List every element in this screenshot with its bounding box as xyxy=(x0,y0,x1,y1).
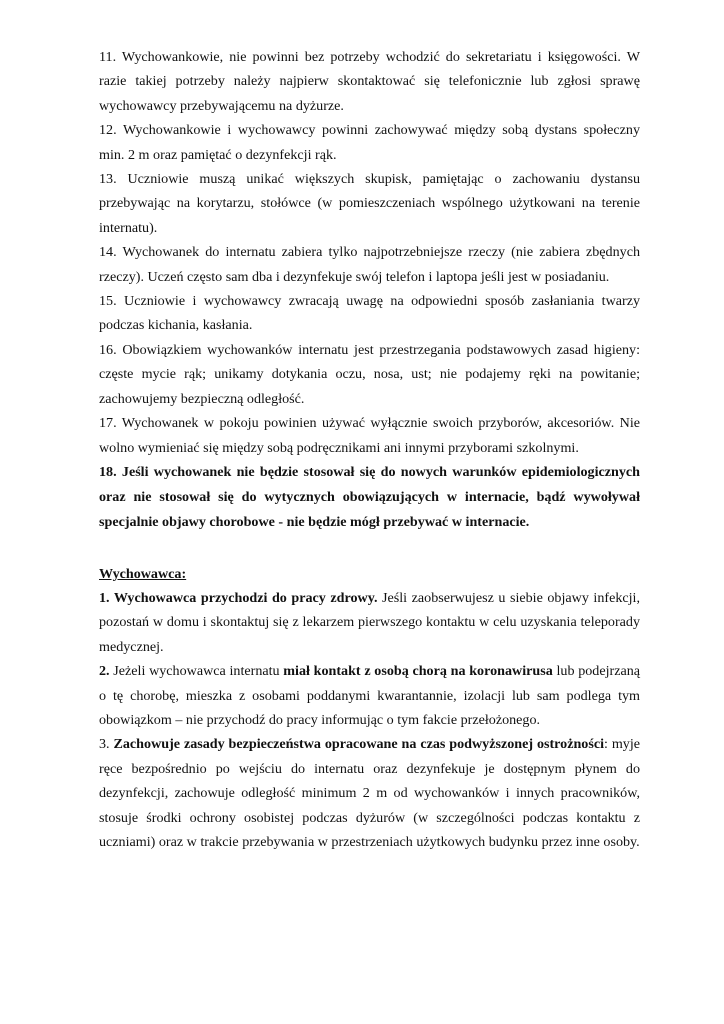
wychowawca-rule-1-text: Jeśli zaobserwujesz u siebie objawy infekcji, pozostań w domu i skontaktuj się z lekarzem pierwszego kontaktu w celu uzyskania teleporady medycznej. xyxy=(99,590,640,655)
wychowawca-rule-2-text-b: lub podejrzaną o tę chorobę, mieszka z osobami poddanymi kwarantannie, izolacji lub sam podlega tym obowiązkom – nie przychodź do pracy informując o tym fakcie przełożonego. xyxy=(99,663,641,729)
wychowawca-rule-2-number: 2. xyxy=(99,663,110,680)
section-heading-wychowawca: Wychowawca: xyxy=(99,565,187,582)
wychowawca-rule-1-lead: 1. Wychowawca przychodzi do pracy zdrowy. xyxy=(99,590,378,607)
wychowawca-rule-2-text-a: Jeżeli wychowawca internatu xyxy=(109,663,284,680)
document-page xyxy=(99,45,640,855)
wychowawca-rule-3-lead: Zachowuje zasady bezpieczeństwa opracowane na czas podwyższonej ostrożności xyxy=(113,736,605,753)
wychowawca-rule-2-emphasis: miał kontakt z osobą chorą na koronawirusa xyxy=(283,663,553,680)
rule-15: 15. Uczniowie i wychowawcy zwracają uwagę na odpowiedni sposób zasłaniania twarzy podczas kichania, kasłania. xyxy=(99,293,640,334)
rule-13: 13. Uczniowie muszą unikać większych skupisk, pamiętając o zachowaniu dystansu przebywając na korytarzu, stołówce (w pomieszczeniach wspólnego użytkowani na terenie internatu). xyxy=(99,171,640,236)
wychowawca-rule-3-text: : myje ręce bezpośrednio po wejściu do internatu oraz dezynfekuje je dostępnym płynem do dezynfekcji, zachowuje odległość minimum 2 m od wychowanków i innych pracowników, stosuje środki ochrony osobistej podczas dyżurów (w szczególności podczas kontaktu z uczniami) oraz w trakcie przebywania w przestrzeniach użytkowych budynku przez inne osoby. xyxy=(99,736,641,851)
rule-17: 17. Wychowanek w pokoju powinien używać wyłącznie swoich przyborów, akcesoriów. Nie wolno wymieniać się między sobą podręcznikami ani innymi przyborami szkolnymi. xyxy=(99,415,640,456)
wychowawca-rule-2 xyxy=(99,659,640,732)
rule-12: 12. Wychowankowie i wychowawcy powinni zachowywać między sobą dystans społeczny min. 2 m oraz pamiętać o dezynfekcji rąk. xyxy=(99,122,640,163)
rule-14: 14. Wychowanek do internatu zabiera tylko najpotrzebniejsze rzeczy (nie zabiera zbędnych rzeczy). Uczeń często sam dba i dezynfekuje swój telefon i laptopa jeśli jest w posiadaniu. xyxy=(99,244,640,285)
section-spacer xyxy=(99,535,640,562)
rule-18: 18. Jeśli wychowanek nie będzie stosował się do nowych warunków epidemiologicznych oraz nie stosował się do wytycznych obowiązujących w internacie, bądź wywoływał specjalnie objawy chorobowe - nie będzie mógł przebywać w internacie. xyxy=(99,463,640,530)
rule-11: 11. Wychowankowie, nie powinni bez potrzeby wchodzić do sekretariatu i księgowości. W razie takiej potrzeby należy najpierw skontaktować się telefonicznie lub zgłosi sprawę wychowawcy przebywającemu na dyżurze. xyxy=(99,49,640,114)
wychowawca-rule-3-number: 3. xyxy=(99,736,114,753)
wychowawca-rule-1 xyxy=(99,586,640,659)
wychowawca-rule-3 xyxy=(99,732,640,854)
rule-16: 16. Obowiązkiem wychowanków internatu jest przestrzegania podstawowych zasad higieny: częste mycie rąk; unikamy dotykania oczu, nosa, ust; nie podajemy ręki na powitanie; zachowujemy bezpieczną odległość. xyxy=(99,341,640,407)
